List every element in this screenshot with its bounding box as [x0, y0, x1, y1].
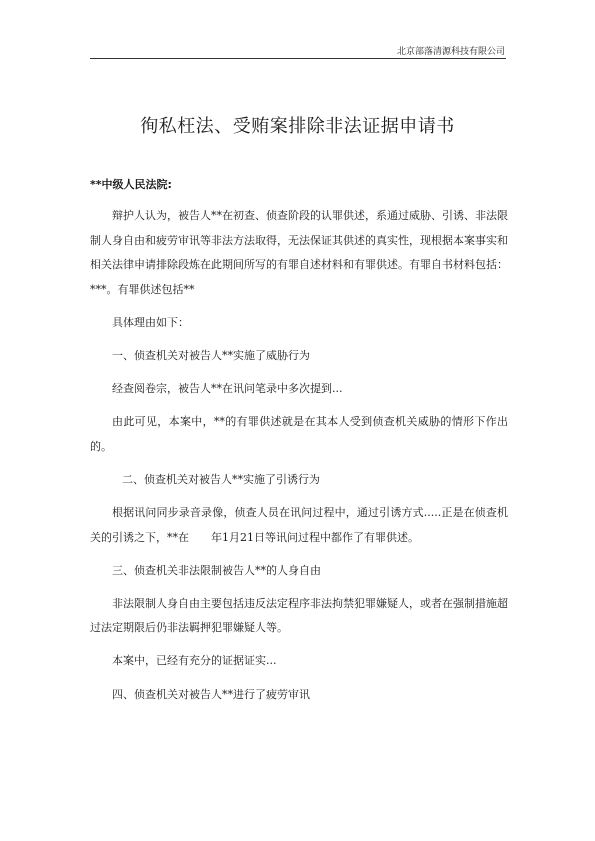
header-rule: [90, 58, 506, 59]
paragraph: 由此可见，本案中，**的有罪供述就是在其本人受到侦查机关威胁的情形下作出的。: [90, 415, 508, 453]
addressee: **中级人民法院:: [90, 178, 172, 191]
paragraph-intro: 辩护人认为，被告人**在初查、侦查阶段的认罪供述，系通过威胁、引诱、非法限制人身自由和疲劳审讯等非法方法取得，无法保证其供述的真实性，现根据本案事实和相关法律申请排除段炼在此期间所写的有罪自述材料和有罪供述。有罪自书材料包括：***。有罪供述包括**: [90, 209, 508, 296]
section-heading-2: 二、侦查机关对被告人**实施了引诱行为: [122, 472, 320, 486]
paragraph: 经查阅卷宗，被告人**在讯问笔录中多次提到...: [112, 382, 343, 396]
paragraph: 根据讯问同步录音录像，侦查人员在讯问过程中，通过引诱方式.....正是在侦查机关的引诱之下，**在 年1月21日等讯问过程中都作了有罪供述。: [90, 505, 508, 544]
document-body: [90, 204, 508, 716]
document-title: 徇私枉法、受贿案排除非法证据申请书: [140, 116, 455, 137]
section-heading-3: 三、侦查机关非法限制被告人**的人身自由: [112, 563, 321, 577]
paragraph-reasons-lead: 具体理由如下：: [112, 315, 189, 329]
section-heading-1: 一、侦查机关对被告人**实施了威胁行为: [112, 348, 310, 362]
paragraph: 非法限制人身自由主要包括违反法定程序非法拘禁犯罪嫌疑人，或者在强制措施超过法定期限后仍非法羁押犯罪嫌疑人等。: [90, 596, 508, 635]
paragraph: 本案中，已经有充分的证据证实...: [112, 654, 277, 668]
section-heading-4: 四、侦查机关对被告人**进行了疲劳审讯: [112, 687, 310, 701]
header-company: 北京部落清源科技有限公司: [396, 47, 505, 57]
